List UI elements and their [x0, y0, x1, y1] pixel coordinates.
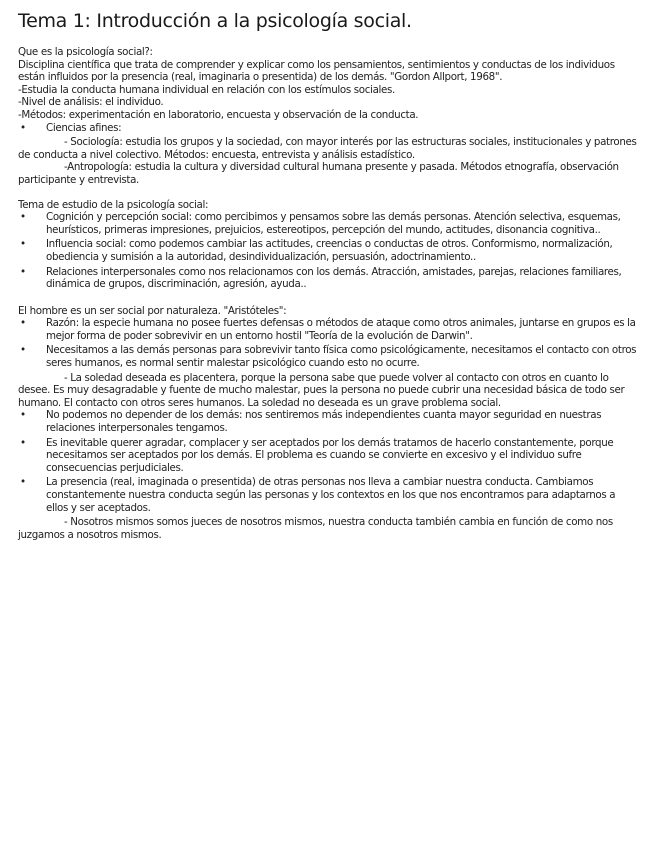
level-line: -Nivel de análisis: el individuo.	[18, 96, 164, 109]
list-item: • Influencia social: como podemos cambiar las actitudes, creencias o conductas de otros. Conformismo, normalización, obediencia y sumisión a la autoridad, desindividualización, persuasión, adoctrinamiento..	[18, 238, 638, 263]
related-sciences-list	[18, 122, 638, 135]
list-item: • Es inevitable querer agradar, complacer y ser aceptados por los demás tratamos de hacerlo constantemente, porque necesitamos ser aceptados por los demás. El problema es cuando se convierte en excesivo y el individuo sufre consecuencias perjudiciales.	[18, 437, 638, 475]
list-item: • No podemos no depender de los demás: nos sentiremos más independientes cuanta mayor seguridad en nuestras relaciones interpersonales tengamos.	[18, 409, 638, 434]
list-item: • Necesitamos a las demás personas para sobrevivir tanto física como psicológicamente, necesitamos el contacto con otros seres humanos, es normal sentir malestar psicológico cuando esto no ocurre.	[18, 344, 638, 369]
anthropology-paragraph: -Antropología: estudia la cultura y diversidad cultural humana presente y pasada. Métodos etnografía, observación participante y entrevista.	[18, 161, 619, 186]
section-heading: Tema de estudio de la psicología social:	[18, 198, 209, 211]
definition-paragraph: Disciplina científica que trata de comprender y explicar como los pensamientos, sentimientos y conductas de los individuos están influidos por la presencia (real, imaginaria o presentida) de los demás. "Gordon Allport, 1968".	[18, 58, 615, 84]
list-item: • La presencia (real, imaginada o presentida) de otras personas nos lleva a cambiar nuestra conducta. Cambiamos constantemente nuestra conducta según las personas y los contextos en los que nos encontramos para adaptarnos a ellos y ser aceptados.	[18, 476, 638, 514]
closing-paragraph: - Nosotros mismos somos jueces de nosotros mismos, nuestra conducta también cambia en función de como nos juzgamos a nosotros mismos.	[18, 516, 613, 541]
study-line: -Estudia la conducta humana individual en relación con los estímulos sociales.	[18, 83, 395, 96]
section-heading: El hombre es un ser social por naturaleza. "Aristóteles":	[18, 304, 287, 317]
social-nature-list	[18, 317, 638, 369]
list-item: • Razón: la especie humana no posee fuertes defensas o métodos de ataque como otros animales, juntarse en grupos es la mejor forma de poder sobrevivir en un entorno hostil "Teoría de la evolución de Darwin".	[18, 317, 638, 342]
document-body	[18, 46, 638, 541]
list-item: • Cognición y percepción social: como percibimos y pensamos sobre las demás personas. Atención selectiva, esquemas, heurísticos, primeras impresiones, prejuicios, estereotipos, percepción del mundo, actitudes, disonancia cognitiva..	[18, 211, 638, 236]
dependence-list	[18, 409, 638, 514]
section-heading: Que es la psicología social?:	[18, 46, 153, 58]
list-item: • Relaciones interpersonales como nos relacionamos con los demás. Atracción, amistades, parejas, relaciones familiares, dinámica de grupos, discriminación, agresión, ayuda..	[18, 266, 638, 291]
loneliness-paragraph: - La soledad deseada es placentera, porque la persona sabe que puede volver al contacto con otros en cuanto lo desee. Es muy desagradable y fuente de mucho malestar, pues la persona no puede cubrir una necesidad básica de todo ser humano. El contacto con otros seres humanos. La soledad no deseada es un grave problema social.	[18, 371, 625, 409]
page-title: Tema 1: Introducción a la psicología social.	[18, 10, 412, 32]
sociology-paragraph: - Sociología: estudia los grupos y la sociedad, con mayor interés por las estructuras sociales, institucionales y patrones de conducta a nivel colectivo. Métodos: encuesta, entrevista y análisis estadístico.	[18, 136, 637, 161]
study-topics-list	[18, 211, 638, 291]
methods-line: -Métodos: experimentación en laboratorio, encuesta y observación de la conducta.	[18, 108, 419, 121]
list-item: • Ciencias afines:	[18, 122, 638, 135]
